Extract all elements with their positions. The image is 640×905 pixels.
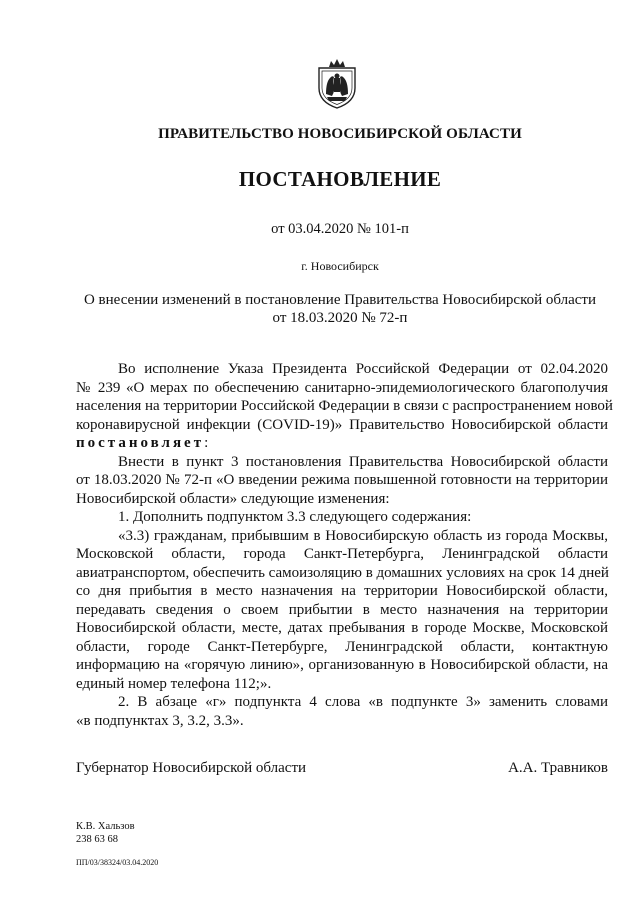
- body-line: со дня прибытия в место назначения на территории Новосибирской области,: [76, 583, 608, 599]
- executor-block: [76, 820, 135, 846]
- body-line: информацию на «горячую линию», организованную в Новосибирской области, на: [76, 657, 608, 673]
- document-body: [76, 360, 613, 730]
- body-line: от 18.03.2020 № 72-п «О введении режима повышенной готовности на территории: [76, 472, 608, 488]
- body-line: 1. Дополнить подпунктом 3.3 следующего содержания:: [118, 509, 472, 525]
- body-line: области, городе Санкт-Петербурге, Ленинградской области, контактную: [76, 638, 608, 655]
- signatory-position: Губернатор Новосибирской области: [76, 760, 307, 776]
- executor-phone: 238 63 68: [76, 834, 118, 845]
- executor-name: К.В. Хальзов: [76, 821, 135, 832]
- body-line: Московской области, города Санкт-Петербурга, Ленинградской области: [76, 546, 608, 562]
- paragraph-item-2: [76, 693, 608, 730]
- body-line: Новосибирской области, месте, датах пребывания в городе Москве, Московской: [76, 620, 608, 636]
- resolves-word: постановляет: [76, 435, 205, 451]
- body-line: № 239 «О мерах по обеспечению санитарно-эпидемиологического благополучия: [76, 379, 608, 396]
- resolves-line: постановляет:: [76, 435, 209, 451]
- document-registry-number: ПП/03/38324/03.04.2020: [76, 858, 159, 867]
- government-title: ПРАВИТЕЛЬСТВО НОВОСИБИРСКОЙ ОБЛАСТИ: [158, 126, 522, 142]
- signatory-name: А.А. Травников: [508, 760, 608, 776]
- paragraph-subitem-3-3: [76, 527, 608, 694]
- body-line: «в подпунктах 3, 3.2, 3.3».: [76, 712, 244, 729]
- document-city: г. Новосибирск: [301, 259, 379, 273]
- document-date-number: от 03.04.2020 № 101-п: [271, 221, 409, 237]
- body-line: «3.3) гражданам, прибывшим в Новосибирскую область из города Москвы,: [118, 527, 608, 544]
- subject-line-1: О внесении изменений в постановление Правительства Новосибирской области: [83, 292, 597, 308]
- body-line: Внести в пункт 3 постановления Правительства Новосибирской области: [118, 453, 608, 470]
- body-line: 2. В абзаце «г» подпункта 4 слова «в подпункте 3» заменить словами: [118, 694, 608, 710]
- body-line: авиатранспортом, обеспечить самоизоляцию в домашних условиях на срок 14 дней: [76, 564, 609, 581]
- paragraph-preamble: [76, 360, 613, 453]
- subject-line-2: от 18.03.2020 № 72-п: [272, 310, 408, 326]
- coat-of-arms-icon: [315, 58, 359, 110]
- document-subject: [60, 291, 620, 327]
- document-type: ПОСТАНОВЛЕНИЕ: [238, 167, 442, 191]
- body-line: Во исполнение Указа Президента Российской Федерации от 02.04.2020: [118, 361, 608, 377]
- body-line: населения на территории Российской Федерации в связи с распространением новой: [76, 398, 613, 414]
- body-line: коронавирусной инфекции (COVID-19)» Правительство Новосибирской области: [76, 416, 608, 433]
- paragraph-amend: [76, 453, 608, 509]
- body-line: Новосибирской области» следующие изменения:: [76, 490, 390, 507]
- body-line: передавать сведения о своем прибытии в место назначения на территории: [76, 601, 608, 618]
- body-line: единый номер телефона 112;».: [76, 675, 272, 692]
- paragraph-item-1: [76, 508, 608, 527]
